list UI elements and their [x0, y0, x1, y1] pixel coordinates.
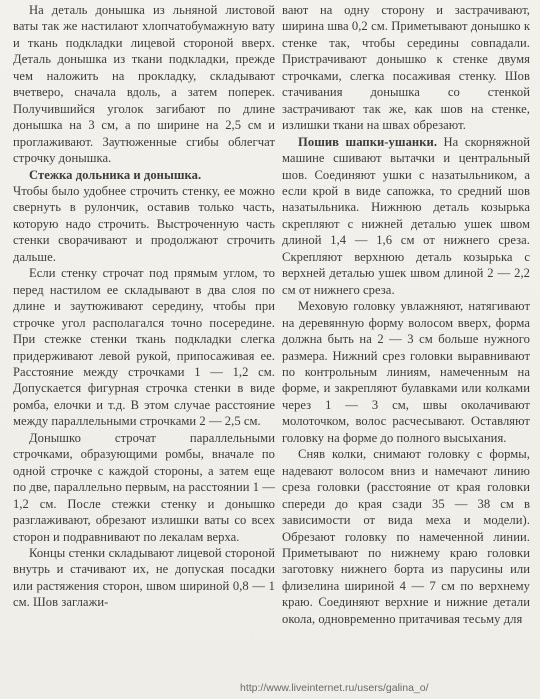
- paragraph: Сняв колки, снимают головку с формы, надевают волосом вниз и намечают линию среза головки (расстояние от края головки спереди до края сзади 35 — 38 см в зависимости от вида меха и модели). Обрезают головку по намеченной линии. Приметывают по нижнему краю головки заготовку нижнего борта из парусины или флизелина шириной 4 — 7 см по верхнему краю. Соединяют верхние и нижние детали окола, одновременно притачивая тесьму для: [282, 447, 530, 626]
- paragraph-with-run-in-heading: [282, 134, 530, 299]
- source-watermark: http://www.liveinternet.ru/users/galina_o/: [240, 682, 429, 694]
- paragraph-body: На скорняжной машине сшивают вытачки и центральный шов. Соединяют ушки с назатыльником, а если крой в виде сапожка, то средний шов назатыльника. Нижнюю деталь козырька скрепляют с нижней деталью ушек швом длиной 1,4 — 1,6 см от нижнего среза. Скрепляют верхнюю деталь козырька с верхней деталью ушек швом длиной 2 — 2,2 см от нижнего среза.: [282, 134, 530, 297]
- paragraph: вают на одну сторону и застрачивают, ширина шва 0,2 см. Приметывают донышко к стенке так, чтобы середины совпадали. Пристрачивают донышко к стенке двумя строчками, слегка посаживая стенку. Шов стачивания донышка со стенкой застрачивают так же, как шов на стенке, излишки ткани на швах обрезают.: [282, 3, 530, 133]
- left-column: [13, 2, 275, 611]
- paragraph: Донышко строчат параллельными строчками, образующими ромбы, вначале по одной строчке с каждой стороны, а затем еще по две, параллельно первым, на расстоянии 1 — 1,2 см. После стежки стенку и донышко разглаживают, обрезают излишки ваты со всех сторон и подравнивают по лекалам верха.: [13, 430, 275, 544]
- right-column: [282, 2, 530, 627]
- paragraph: На деталь донышка из льняной листовой ваты так же настилают хлопчатобумажную вату и ткань подкладки лицевой стороной вверх. Деталь донышка из ткани подкладки, прежде чем наложить на прокладку, складывают вчетверо, сначала вдоль, а затем поперек. Получившийся уголок загибают по длине донышка на 3 см, а по ширине на 2,5 см и проглаживают. Заутюженные сгибы облегчат строчку донышка.: [13, 3, 275, 166]
- section-heading: Стежка дольника и донышка.: [29, 167, 202, 182]
- paragraph: Чтобы было удобнее строчить стенку, ее можно свернуть в рулончик, оставив только часть, которую надо строчить. Выстроченную часть стенки сворачивают и продолжают строчить дальше.: [13, 183, 275, 264]
- section-heading: Пошив шапки-ушанки.: [298, 134, 438, 149]
- paragraph: Меховую головку увлажняют, натягивают на деревянную форму волосом вверх, форма должна быть на 2 — 3 см больше нужного размера. Нижний срез головки выравнивают по контрольным линиям, намеченным на форме, и закрепляют булавками или колками через 1 — 3 см, швы околачивают молоточком, волос расчесывают. Оставляют головку на форме до полного высыхания.: [282, 299, 530, 445]
- paragraph: Если стенку строчат под прямым углом, то перед настилом ее складывают в два слоя по длине и заутюживают середину, чтобы при строчке угол располагался точно посередине. При стежке стенки ткань подкладки слегка придерживают левой рукой, припосаживая ее. Расстояние между строчками 1 — 1,2 см. Допускается фигурная строчка стенки в виде ромба, елочки и т.д. В этом случае расстояние между параллельными строчками 2 — 2,5 см.: [13, 266, 275, 429]
- paragraph: Концы стенки складывают лицевой стороной внутрь и стачивают их, не допуская посадки или растяжения сторон, швом шириной 0,8 — 1 см. Шов заглажи-: [13, 545, 275, 610]
